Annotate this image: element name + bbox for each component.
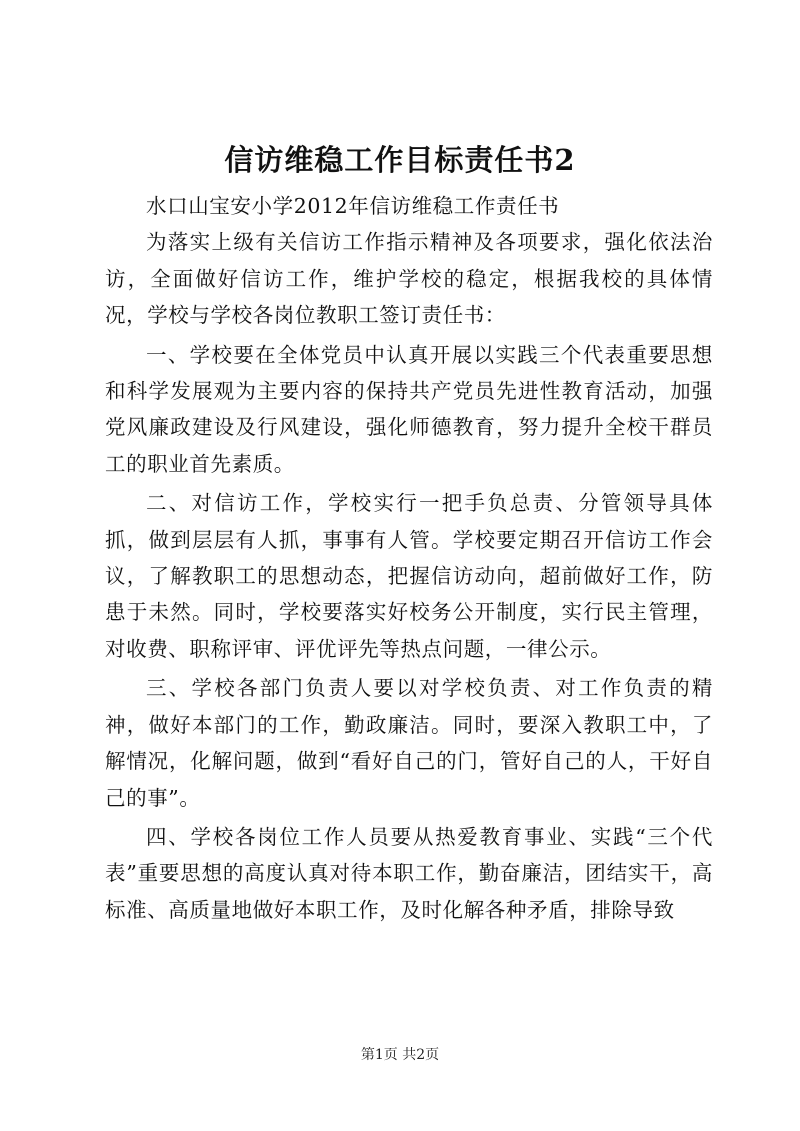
document-subtitle: 水口山宝安小学2012年信访维稳工作责任书 bbox=[146, 194, 560, 218]
page-footer: 第1页 共2页 bbox=[360, 1047, 440, 1063]
paragraph-item-2: 二、对信访工作，学校实行一把手负总责、分管领导具体抓，做到层层有人抓，事事有人管。学校要定期召开信访工作会议，了解教职工的思想动态，把握信访动向，超前做好工作，防患于未然。同时，学校要落实好校务公开制度，实行民主管理，对收费、职称评审、评优评先等热点问题，一律公示。 bbox=[105, 491, 713, 661]
paragraph-item-1: 一、学校要在全体党员中认真开展以实践三个代表重要思想和科学发展观为主要内容的保持共产党员先进性教育活动，加强党风廉政建设及行风建设，强化师德教育，努力提升全校干群员工的职业首先素质。 bbox=[105, 342, 713, 476]
paragraph-item-4: 四、学校各岗位工作人员要从热爱教育事业、实践“三个代表”重要思想的高度认真对待本职工作，勤奋廉洁，团结实干，高标准、高质量地做好本职工作，及时化解各种矛盾，排除导致 bbox=[105, 824, 713, 922]
paragraph-intro: 为落实上级有关信访工作指示精神及各项要求，强化依法治访，全面做好信访工作，维护学校的稳定，根据我校的具体情况，学校与学校各岗位教职工签订责任书： bbox=[105, 230, 713, 328]
paragraph-item-3: 三、学校各部门负责人要以对学校负责、对工作负责的精神，做好本部门的工作，勤政廉洁。同时，要深入教职工中，了解情况，化解问题，做到“看好自己的门，管好自己的人，干好自己的事”。 bbox=[105, 676, 713, 810]
document-title: 信访维稳工作目标责任书2 bbox=[224, 143, 576, 177]
document-body bbox=[105, 188, 713, 931]
